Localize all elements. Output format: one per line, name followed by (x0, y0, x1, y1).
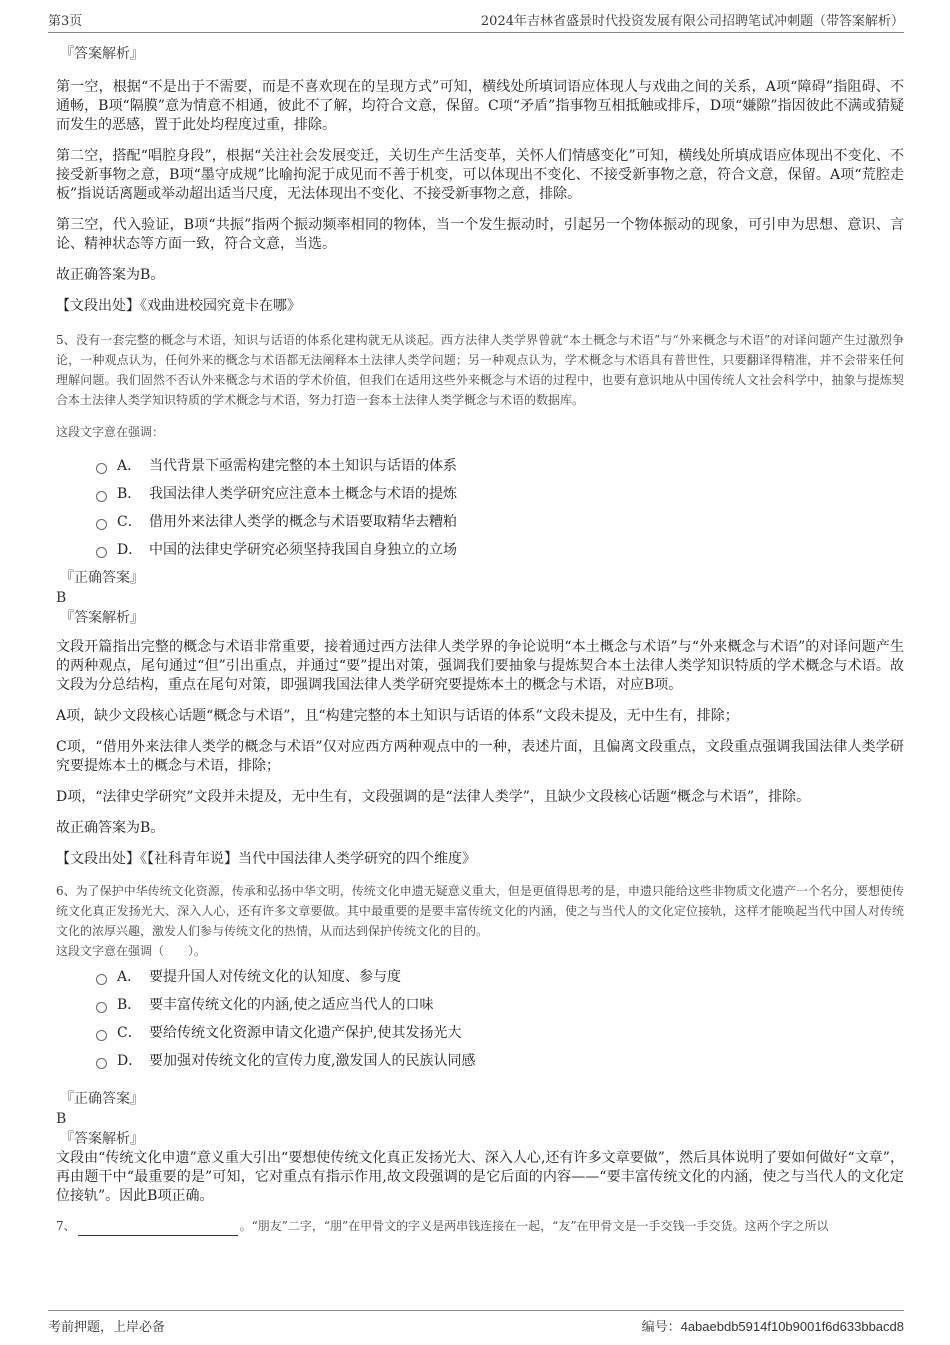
q4-conclusion: 故正确答案为B。 (56, 267, 165, 283)
q6-options (96, 963, 904, 1075)
q5-analysis-p4: D项，“法律史学研究”文段并未提及，无中生有，文段强调的是“法律人类学”，且缺少文段核心话题“概念与术语”，排除。 (56, 789, 811, 805)
q4-analysis-p3: 第三空，代入验证，B项“共振”指两个振动频率相同的物体，当一个发生振动时，引起另一个物体振动的现象，可引申为思想、意识、言论、精神状态等方面一致，符合文意，当选。 (56, 217, 904, 252)
radio-icon[interactable] (96, 519, 107, 530)
footer-code-value: 4abaebdb5914f10b9001f6d633bbacd8 (680, 1319, 904, 1334)
q6-option-c[interactable]: C． 要给传统文化资源申请文化遗产保护,使其发扬光大 (96, 1019, 904, 1047)
q4-source: 【文段出处】《戏曲进校园究竟卡在哪》 (56, 298, 301, 314)
q6-analysis-p1: 文段由“传统文化申遗”意义重大引出“要想使传统文化真正发扬光大、深入人心,还有许多文章要做”，然后具体说明了要如何做好“文章”，再由题干中“最重要的是”可知，它对重点有指示作用,故文段强调的是它后面的内容——“要丰富传统文化的内涵，使之与当代人的文化定位接轨”。因此B项正确。 (56, 1150, 904, 1204)
q4-analysis-p1: 第一空，根据“不是出于不需要，而是不喜欢现在的呈现方式”可知，横线处所填词语应体现人与戏曲之间的关系，A项“障碍”指阻碍、不通畅，B项“隔膜”意为情意不相通，彼此不了解，均符合文意，保留。C项“矛盾”指事物互相抵触或排斥，D项“嫌隙”指因彼此不满或猜疑而发生的恶感，置于此处均程度过重，排除。 (56, 79, 904, 133)
q6-analysis-label: 『答案解析』 (60, 1131, 144, 1147)
q5-options (96, 452, 904, 564)
page-header (48, 10, 904, 33)
q7-stem-line (56, 1216, 904, 1236)
page-number: 第3页 (48, 14, 83, 29)
q6-answer: B (56, 1111, 67, 1127)
q7-blank (78, 1221, 238, 1236)
footer-code (642, 1316, 904, 1335)
radio-icon[interactable] (96, 1002, 107, 1013)
q5-stem: 5、没有一套完整的概念与术语，知识与话语的体系化建构就无从谈起。西方法律人类学界曾就“本土概念与术语”与“外来概念与术语”的对译问题产生过激烈争论，一种观点认为，任何外来的概念与术语都无法阐释本土法律人类学问题；另一种观点认为，学术概念与术语具有普世性，只要翻译得精准，并不会带来任何理解问题。我们固然不否认外来概念与术语的学术价值，但我们在适用这些外来概念与术语的过程中，也要有意识地从中国传统人文社会科学中，抽象与提炼契合本土法律人类学知识特质的学术概念与术语，努力打造一套本土法律人类学概念与术语的数据库。 (56, 333, 904, 407)
document-title: 2024年吉林省盛景时代投资发展有限公司招聘笔试冲刺题（带答案解析） (480, 14, 904, 29)
radio-icon[interactable] (96, 547, 107, 558)
q5-conclusion: 故正确答案为B。 (56, 820, 165, 836)
q4-analysis-label: 『答案解析』 (60, 46, 144, 62)
document-body (56, 44, 904, 1236)
q5-option-a[interactable]: A． 当代背景下亟需构建完整的本土知识与话语的体系 (96, 452, 904, 480)
q5-option-c[interactable]: C． 借用外来法律人类学的概念与术语要取精华去糟粕 (96, 508, 904, 536)
q5-option-d[interactable]: D． 中国的法律史学研究必须坚持我国自身独立的立场 (96, 536, 904, 564)
q5-option-b[interactable]: B． 我国法律人类学研究应注意本土概念与术语的提炼 (96, 480, 904, 508)
q7-stem: 。“朋友”二字，“朋”在甲骨文的字义是两串钱连接在一起，“友”在甲骨文是一手交钱一手交货。这两个字之所以 (239, 1219, 829, 1233)
radio-icon[interactable] (96, 463, 107, 474)
radio-icon[interactable] (96, 974, 107, 985)
q6-stem: 6、为了保护中华传统文化资源，传承和弘扬中华文明，传统文化申遗无疑意义重大，但是更值得思考的是，申遗只能给这些非物质文化遗产一个名分，要想使传统文化真正发扬光大、深入人心，还有许多文章要做。其中最重要的是要丰富传统文化的内涵，使之与当代人的文化定位接轨，这样才能唤起当代中国人对传统文化的浓厚兴趣，激发人们参与传统文化的热情，从而达到保护传统文化的目的。 (56, 884, 904, 938)
radio-icon[interactable] (96, 1030, 107, 1041)
page-footer (48, 1310, 904, 1335)
q5-analysis-label: 『答案解析』 (60, 610, 144, 626)
q5-analysis-p1: 文段开篇指出完整的概念与术语非常重要，接着通过西方法律人类学界的争论说明“本土概念与术语”与“外来概念与术语”的对译问题产生的两种观点，尾句通过“但”引出重点，并通过“要”提出对策，强调我们要抽象与提炼契合本土法律人类学知识特质的学术概念与术语。故文段为分总结构，重点在尾句对策，即强调我国法律人类学研究要提炼本土的概念与术语，对应B项。 (56, 639, 904, 693)
q5-answer-label: 『正确答案』 (60, 570, 144, 586)
q6-answer-label: 『正确答案』 (60, 1091, 144, 1107)
q7-number: 7、 (56, 1219, 76, 1233)
footer-code-label: 编号： (641, 1320, 681, 1335)
q6-prompt: 这段文字意在强调（ ）。 (56, 944, 207, 958)
q6-option-a[interactable]: A． 要提升国人对传统文化的认知度、参与度 (96, 963, 904, 991)
q6-option-b[interactable]: B． 要丰富传统文化的内涵,使之适应当代人的口味 (96, 991, 904, 1019)
q4-analysis-p2: 第二空，搭配“唱腔身段”，根据“关注社会发展变迁，关切生产生活变革，关怀人们情感变化”可知，横线处所填成语应体现出不变化、不接受新事物之意，B项“墨守成规”比喻拘泥于成见而不善于机变，可以体现出不变化、不接受新事物之意，符合文意，保留。A项“荒腔走板”指说话离题或举动超出适当尺度，无法体现出不变化、不接受新事物之意，排除。 (56, 148, 904, 202)
q5-source: 【文段出处】《【社科青年说】当代中国法律人类学研究的四个维度》 (56, 851, 476, 867)
q5-analysis-p3: C项，“借用外来法律人类学的概念与术语”仅对应西方两种观点中的一种，表述片面，且偏离文段重点，文段重点强调我国法律人类学研究要提炼本土的概念与术语，排除； (56, 739, 904, 774)
q5-answer: B (56, 590, 67, 606)
q6-option-d[interactable]: D． 要加强对传统文化的宣传力度,激发国人的民族认同感 (96, 1047, 904, 1075)
footer-slogan: 考前押题，上岸必备 (48, 1320, 166, 1335)
q5-analysis-p2: A项，缺少文段核心话题“概念与术语”，且“构建完整的本土知识与话语的体系”文段未提及，无中生有，排除； (56, 708, 739, 724)
q5-prompt: 这段文字意在强调： (56, 425, 165, 439)
radio-icon[interactable] (96, 491, 107, 502)
radio-icon[interactable] (96, 1058, 107, 1069)
